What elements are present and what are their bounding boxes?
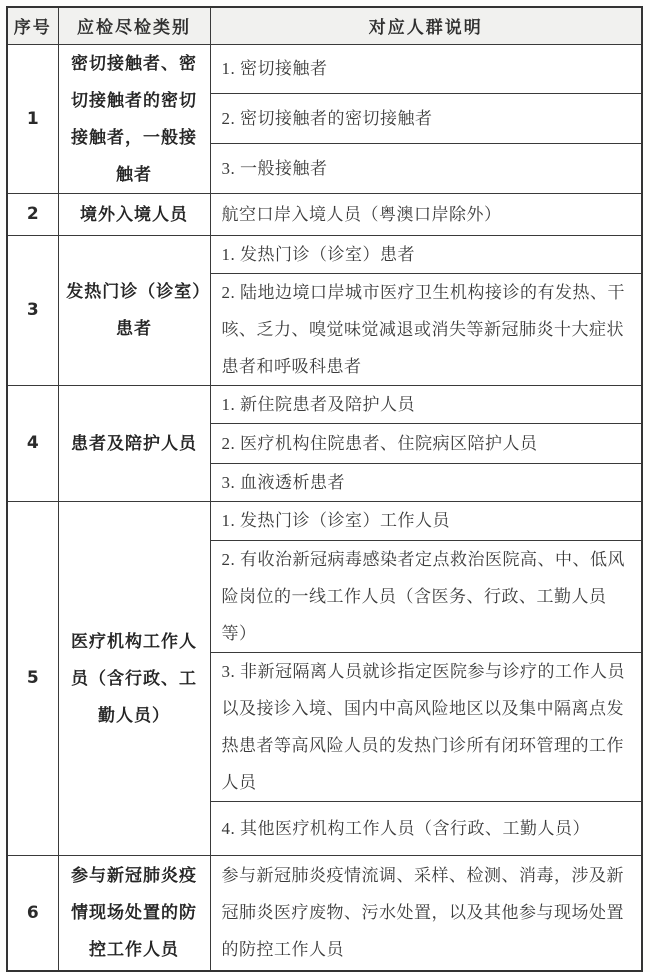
header-cell-seq: 序号 (7, 7, 58, 44)
table-row (7, 193, 642, 235)
table-row (7, 501, 642, 540)
category-cell: 境外入境人员 (58, 193, 210, 235)
item-cell: 1. 发热门诊（诊室）工作人员 (210, 501, 642, 540)
item-cell: 4. 其他医疗机构工作人员（含行政、工勤人员） (210, 801, 642, 855)
seq-cell: 2 (7, 193, 58, 235)
item-cell: 2. 陆地边境口岸城市医疗卫生机构接诊的有发热、干咳、乏力、嗅觉味觉减退或消失等新冠肺炎十大症状患者和呼吸科患者 (210, 273, 642, 385)
seq-cell: 5 (7, 501, 58, 855)
item-cell: 航空口岸入境人员（粤澳口岸除外） (210, 193, 642, 235)
item-cell: 3. 一般接触者 (210, 143, 642, 193)
category-cell: 患者及陪护人员 (58, 385, 210, 501)
table-row (7, 44, 642, 94)
item-cell: 1. 新住院患者及陪护人员 (210, 385, 642, 423)
seq-cell: 4 (7, 385, 58, 501)
header-cell-description: 对应人群说明 (210, 7, 642, 44)
item-cell: 2. 密切接触者的密切接触者 (210, 94, 642, 144)
category-cell: 密切接触者、密切接触者的密切接触者，一般接触者 (58, 44, 210, 193)
seq-cell: 3 (7, 235, 58, 385)
item-cell: 1. 发热门诊（诊室）患者 (210, 235, 642, 273)
category-cell: 发热门诊（诊室）患者 (58, 235, 210, 385)
category-cell: 医疗机构工作人员（含行政、工勤人员） (58, 501, 210, 855)
header-row (7, 7, 642, 44)
category-cell: 参与新冠肺炎疫情现场处置的防控工作人员 (58, 855, 210, 971)
item-cell: 3. 血液透析患者 (210, 463, 642, 501)
item-cell: 1. 密切接触者 (210, 44, 642, 94)
table-row (7, 855, 642, 971)
header-cell-category: 应检尽检类别 (58, 7, 210, 44)
item-cell: 2. 医疗机构住院患者、住院病区陪护人员 (210, 423, 642, 463)
item-cell: 参与新冠肺炎疫情流调、采样、检测、消毒，涉及新冠肺炎医疗废物、污水处置，以及其他参与现场处置的防控工作人员 (210, 855, 642, 971)
seq-cell: 6 (7, 855, 58, 971)
table-row (7, 235, 642, 273)
table-row (7, 385, 642, 423)
item-cell: 3. 非新冠隔离人员就诊指定医院参与诊疗的工作人员以及接诊入境、国内中高风险地区以及集中隔离点发热患者等高风险人员的发热门诊所有闭环管理的工作人员 (210, 652, 642, 801)
screening-categories-table (6, 6, 643, 972)
item-cell: 2. 有收治新冠病毒感染者定点救治医院高、中、低风险岗位的一线工作人员（含医务、行政、工勤人员等） (210, 540, 642, 652)
seq-cell: 1 (7, 44, 58, 193)
